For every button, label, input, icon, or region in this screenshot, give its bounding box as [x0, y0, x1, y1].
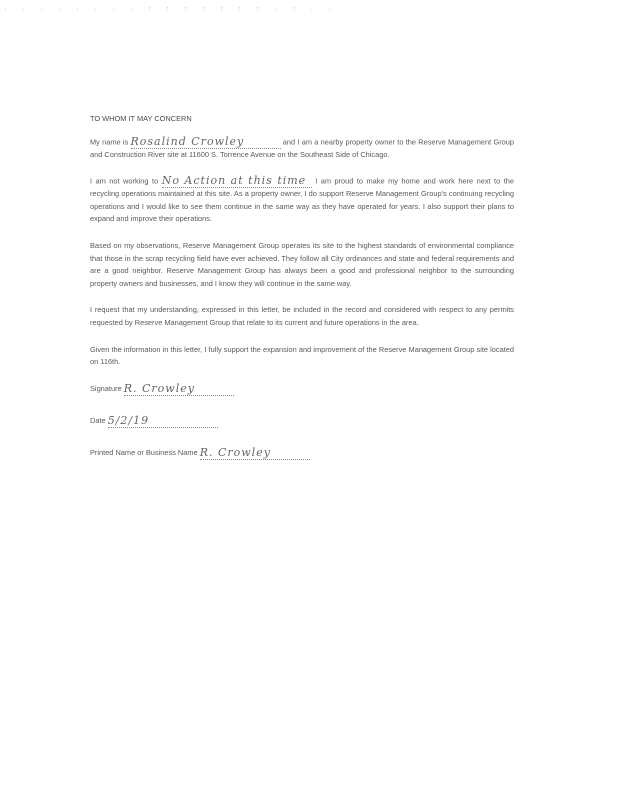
handwritten-name-2: No Action at this time	[162, 175, 312, 188]
paragraph-5-text: Given the information in this letter, I fully support the expansion and improvement of the Reserve Management Group site located on 116th.	[90, 344, 514, 367]
letter-body	[90, 113, 514, 479]
paragraph-1-text: and I am a nearby property owner to the Reserve Management Group and Construction River site at 11600 S. Torrence Avenue on the Southeast Side of Chicago.	[90, 137, 514, 159]
header-scan-noise: . . . . . . . . : : : : : : : . : . .	[4, 6, 338, 12]
date-row	[90, 415, 514, 431]
paragraph-3-text: Based on my observations, Reserve Management Group operates its site to the highest standards of environmental compliance that those in the scrap recycling field have ever achieved. They follow all City ordinances and state and federal requirements and are a good neighbor. Reserve Management Group has always been a good and professional neighbor to the surrounding property owners and businesses, and I know they will continue in the same way.	[90, 240, 514, 288]
paragraph-2-lead: I am not working to	[90, 176, 159, 186]
paragraph-2-text: I am proud to make my home and work here next to the recycling operations maintained at this site. As a property owner, I do support Reserve Management Group's continuing recycling operations and I would like to see them continue in the same way as they have operated for years. I also support their plans to expand and improve their operations.	[90, 176, 514, 224]
handwritten-name-1: Rosalind Crowley	[131, 136, 281, 149]
signature-value: R. Crowley	[124, 383, 234, 396]
letter-heading: TO WHOM IT MAY CONCERN	[90, 114, 192, 123]
printed-name-value: R. Crowley	[200, 447, 310, 460]
date-label: Date	[90, 416, 106, 426]
paragraph-3	[90, 240, 514, 290]
paragraph-1-lead: My name is	[90, 137, 129, 146]
date-value: 5/2/19	[108, 415, 218, 428]
paragraph-2	[90, 175, 514, 226]
signature-label: Signature	[90, 384, 122, 394]
printed-name-label: Printed Name or Business Name	[90, 448, 198, 458]
paragraph-4	[90, 304, 514, 329]
signature-row	[90, 383, 514, 399]
paragraph-1	[90, 136, 514, 162]
paragraph-5	[90, 344, 514, 369]
printed-name-row	[90, 447, 514, 463]
paragraph-4-text: I request that my understanding, expressed in this letter, be included in the record and considered with respect to any permits requested by Reserve Management Group that relate to its current and future operations in the area.	[90, 305, 514, 327]
